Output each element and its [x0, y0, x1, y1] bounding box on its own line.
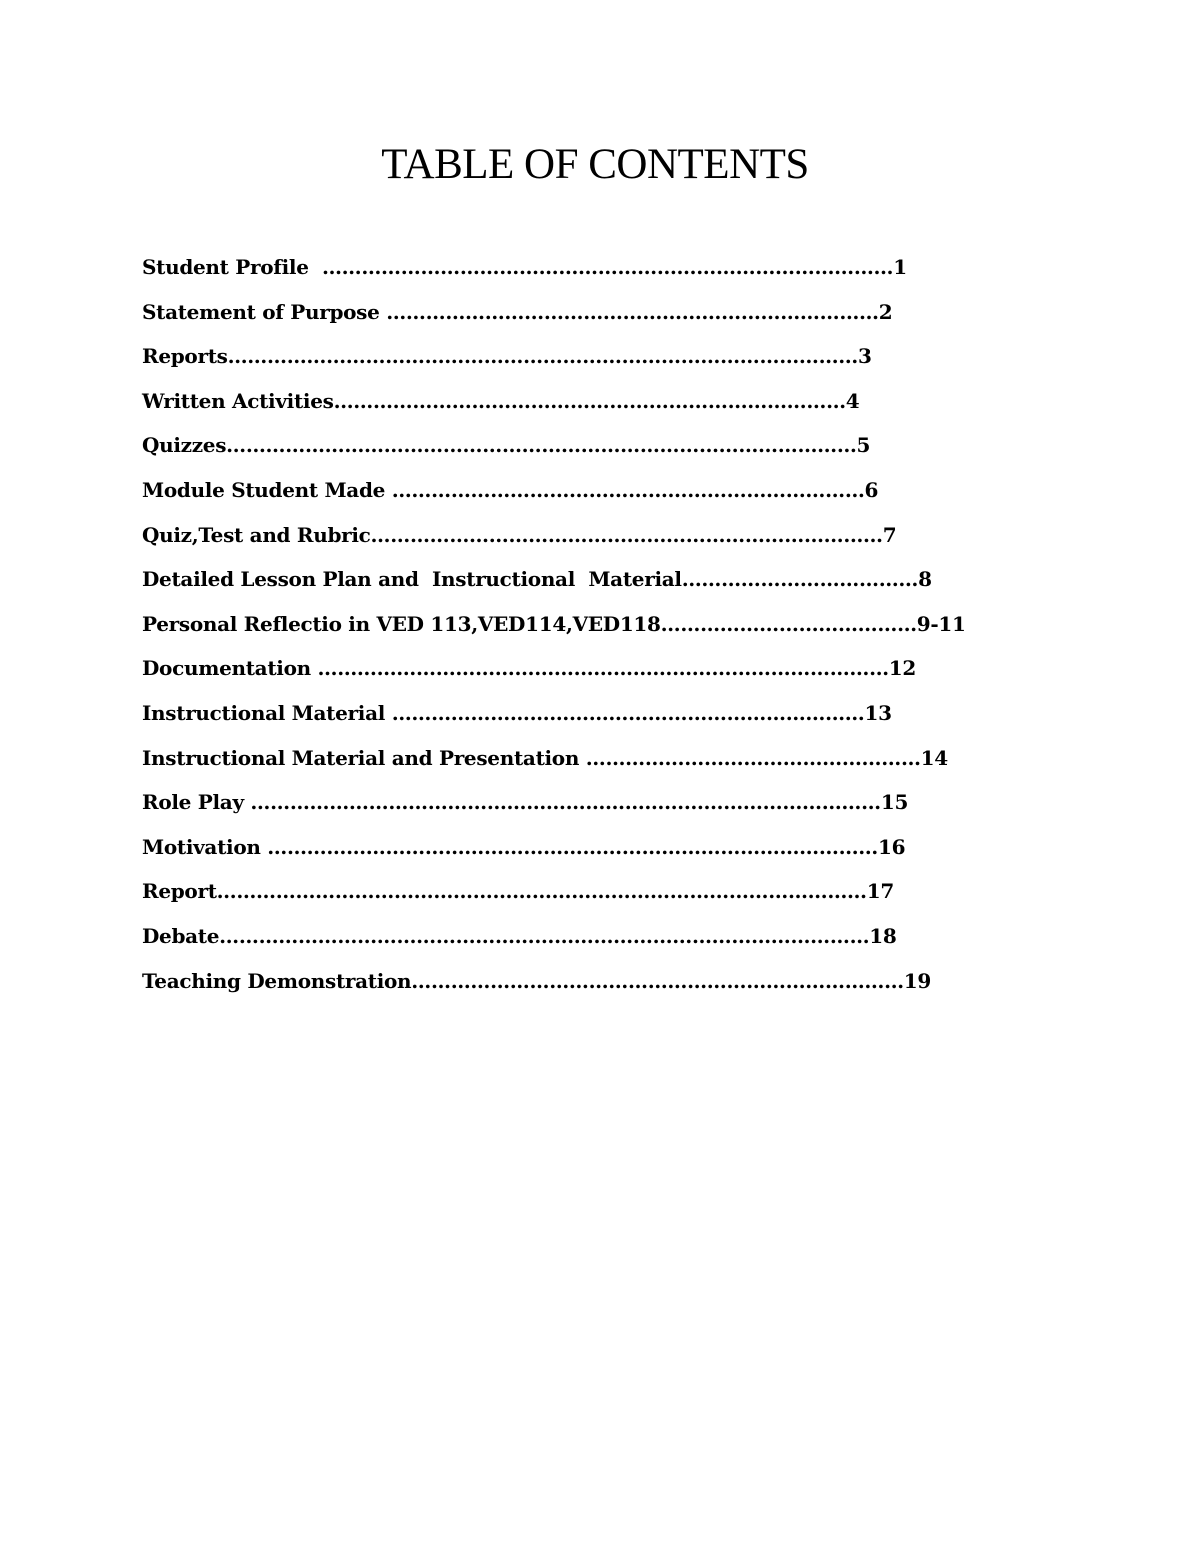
toc-entry-text: Instructional Material ………………………………………………………………13: [142, 700, 892, 725]
toc-entry: [142, 517, 966, 562]
toc-entry-text: Role Play ……………………………………………………………………………………15: [142, 790, 909, 815]
toc-entry-text: Instructional Material and Presentation ……………………………………………14: [142, 745, 948, 770]
toc-entry-text: Teaching Demonstration…………………………………………………………………19: [142, 968, 932, 993]
toc-entry: [142, 873, 966, 918]
toc-entry: [142, 427, 966, 472]
toc-entry: [142, 561, 966, 606]
toc-entry-text: Reports……………………………………………………………………………………3: [142, 344, 872, 369]
toc-entry: [142, 829, 966, 874]
toc-entry-text: Motivation …………………………………………………………………………………16: [142, 834, 906, 859]
toc-entry-text: Quiz,Test and Rubric……………………………………………………………………7: [142, 522, 897, 547]
toc-entry: [142, 472, 966, 517]
toc-entry-text: Documentation ……………………………………………………………………………12: [142, 656, 917, 681]
toc-entry: [142, 695, 966, 740]
toc-entry-text: Written Activities……………………………………………………………………4: [142, 388, 860, 413]
toc-entry: [142, 294, 966, 339]
toc-entry: [142, 338, 966, 383]
toc-entry-text: Debate………………………………………………………………………………………18: [142, 923, 897, 948]
toc-entry-text: Module Student Made ………………………………………………………………6: [142, 477, 879, 502]
toc-entry-text: Report………………………………………………………………………………………17: [142, 879, 894, 904]
toc-entry-text: Quizzes……………………………………………………………………………………5: [142, 433, 871, 458]
toc-entry: [142, 606, 966, 651]
page-title: TABLE OF CONTENTS: [381, 141, 809, 188]
toc-entry-text: Statement of Purpose …………………………………………………………………2: [142, 299, 893, 324]
toc-entry: [142, 650, 966, 695]
toc-entry: [142, 963, 966, 1008]
toc-entry: [142, 740, 966, 785]
toc-entry: [142, 383, 966, 428]
toc-entry: [142, 249, 966, 294]
toc-entry: [142, 918, 966, 963]
toc-entry-text: Student Profile ……………………………………………………………………………1: [142, 255, 907, 279]
table-of-contents: [142, 249, 966, 1007]
toc-entry-text: Personal Reflectio in VED 113,VED114,VED118…………………………………9-11: [142, 611, 966, 636]
toc-entry: [142, 784, 966, 829]
toc-entry-text: Detailed Lesson Plan and Instructional Material………………………………8: [142, 567, 932, 592]
